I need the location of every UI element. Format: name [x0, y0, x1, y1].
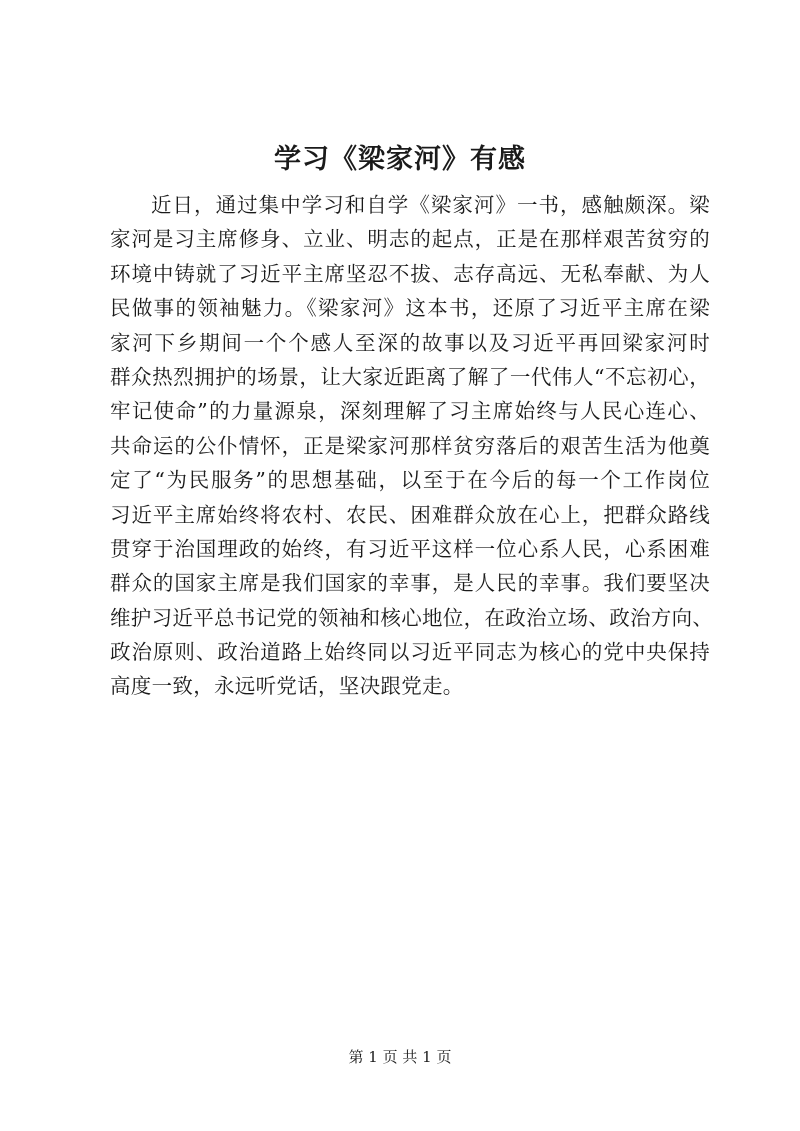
paragraph-line: 群众的国家主席是我们国家的幸事，是人民的幸事。我们要坚决: [110, 571, 710, 596]
paragraph-line: 政治原则、政治道路上始终同以习近平同志为核心的党中央保持: [110, 640, 710, 665]
paragraph-line: 群众热烈拥护的场景，让大家近距离了解了一代伟人“不忘初心，: [110, 364, 710, 389]
paragraph-line: 高度一致，永远听党话，坚决跟党走。: [110, 674, 464, 699]
paragraph-line: 家河下乡期间一个个感人至深的故事以及习近平再回梁家河时: [110, 330, 710, 355]
paragraph-line: 牢记使命”的力量源泉，深刻理解了习主席始终与人民心连心、: [110, 399, 710, 424]
page-footer: 第 1 页 共 1 页: [348, 1048, 452, 1066]
paragraph-line: 近日，通过集中学习和自学《梁家河》一书，感触颇深。梁: [151, 193, 710, 217]
paragraph-line: 共命运的公仆情怀，正是梁家河那样贫穷落后的艰苦生活为他奠: [110, 433, 710, 458]
body-paragraph: [110, 188, 714, 704]
paragraph-line: 家河是习主席修身、立业、明志的起点，正是在那样艰苦贫穷的: [110, 227, 710, 252]
paragraph-line: 定了“为民服务”的思想基础，以至于在今后的每一个工作岗位: [110, 468, 710, 493]
paragraph-line: 习近平主席始终将农村、农民、困难群众放在心上，把群众路线: [110, 502, 710, 527]
paragraph-line: 维护习近平总书记党的领袖和核心地位，在政治立场、政治方向、: [110, 605, 714, 630]
paragraph-line: 环境中铸就了习近平主席坚忍不拔、志存高远、无私奉献、为人: [110, 261, 710, 286]
paragraph-line: 贯穿于治国理政的始终，有习近平这样一位心系人民，心系困难: [110, 536, 710, 561]
document-title: 学习《梁家河》有感: [274, 144, 526, 175]
paragraph-line: 民做事的领袖魅力。《梁家河》这本书，还原了习近平主席在梁: [110, 296, 710, 321]
